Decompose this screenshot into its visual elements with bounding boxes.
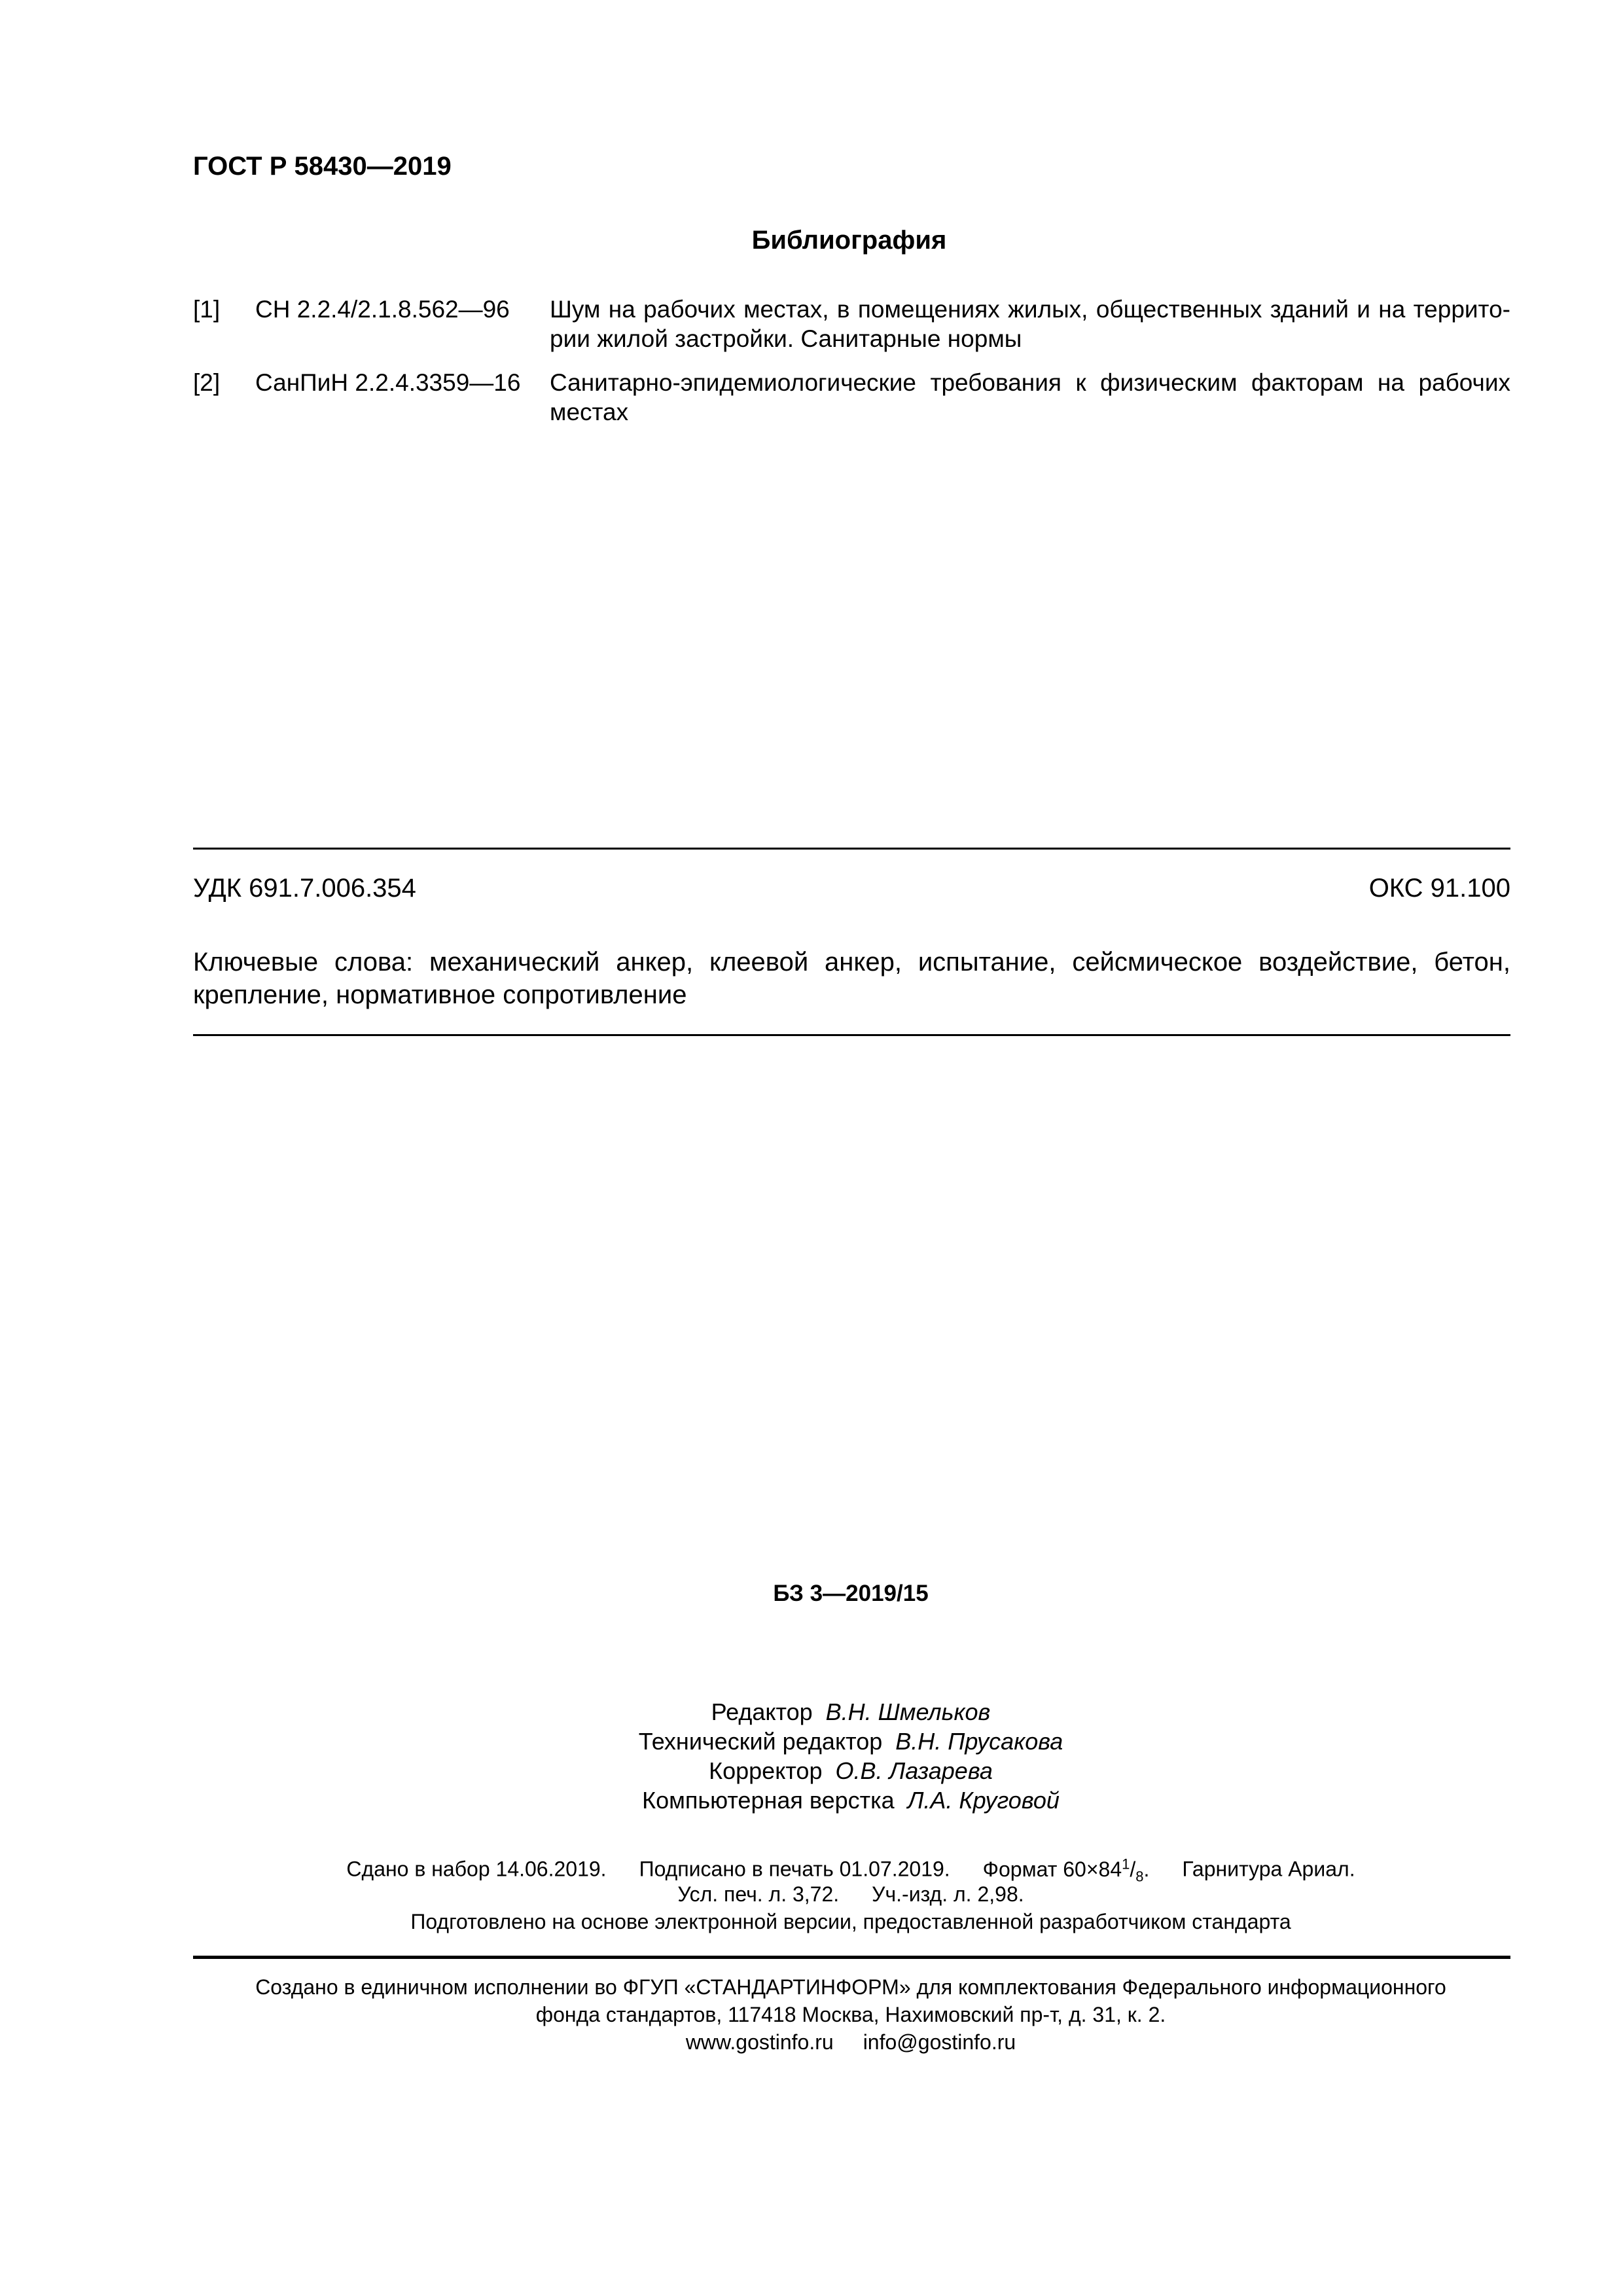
bibliography-code: СанПиН 2.2.4.3359—16 [255, 369, 521, 396]
print-info-line1 [0, 1856, 1623, 1885]
keywords: Ключевые слова: механический анкер, клеевой анкер, испытание, сейсмическое воздействие, бетон, крепление, нормативное сопротивление [193, 948, 1510, 1009]
print-sheets: Усл. печ. л. 3,72. [677, 1882, 840, 1906]
bz-number: БЗ 3—2019/15 [773, 1581, 929, 1606]
print-format: Формат $60\times 84^1/_8$. [982, 1856, 1150, 1885]
oks-code: ОКС 91.100 [1368, 874, 1510, 903]
footer-line2: фонда стандартов, 117418 Москва, Нахимовский пр-т, д. 31, к. 2. [535, 2003, 1166, 2026]
staff-editor [0, 1698, 1623, 1726]
staff-tech-editor [0, 1728, 1623, 1755]
document-header: ГОСТ Р 58430—2019 [193, 152, 452, 181]
bibliography-number: [2] [193, 369, 221, 396]
publication-sheets: Уч.-изд. л. 2,98. [872, 1882, 1024, 1906]
bibliography-item [193, 368, 1510, 430]
bibliography-text: Санитарно-эпидемиологические требования к физическим факторам на рабочих местах [550, 369, 1510, 425]
udk-code: УДК 691.7.006.354 [193, 874, 416, 903]
prepared-note: Подготовлено на основе электронной версии, предоставленной разработчиком стандарта [410, 1910, 1291, 1933]
footer-contacts [0, 2030, 1623, 2054]
staff-person: Л.А. Круговой [907, 1787, 1060, 1814]
divider-top [193, 848, 1510, 850]
staff-layout [0, 1787, 1623, 1814]
staff-role: Редактор [711, 1698, 813, 1725]
typeface: Гарнитура Ариал. [1182, 1857, 1355, 1881]
bibliography-code: СН 2.2.4/2.1.8.562—96 [255, 296, 510, 323]
bibliography-number: [1] [193, 296, 221, 323]
staff-role: Технический редактор [638, 1728, 883, 1755]
print-info-line2 [0, 1882, 1623, 1907]
bibliography-text: Шум на рабочих местах, в помещениях жилых, общественных зданий и на террито-рии жилой застройки. Санитарные нормы [550, 296, 1510, 352]
classification-row [193, 874, 1510, 906]
staff-role: Компьютерная верстка [642, 1787, 895, 1814]
footer-divider [193, 1956, 1510, 1959]
signed-date: Подписано в печать 01.07.2019. [639, 1857, 950, 1881]
staff-role: Корректор [709, 1757, 823, 1784]
divider-bottom [193, 1034, 1510, 1036]
email-link[interactable]: info@gostinfo.ru [863, 2030, 1016, 2054]
submitted-date: Сдано в набор 14.06.2019. [346, 1857, 607, 1881]
staff-person: О.В. Лазарева [835, 1757, 993, 1784]
bibliography-item [193, 295, 1510, 357]
staff-person: В.Н. Прусакова [895, 1728, 1063, 1755]
bibliography-title: Библиография [751, 226, 947, 255]
staff-person: В.Н. Шмельков [825, 1698, 991, 1725]
website-link[interactable]: www.gostinfo.ru [685, 2030, 834, 2054]
staff-corrector [0, 1757, 1623, 1785]
footer-line1: Создано в единичном исполнении во ФГУП «СТАНДАРТИНФОРМ» для комплектования Федерального информационного [255, 1975, 1446, 1999]
